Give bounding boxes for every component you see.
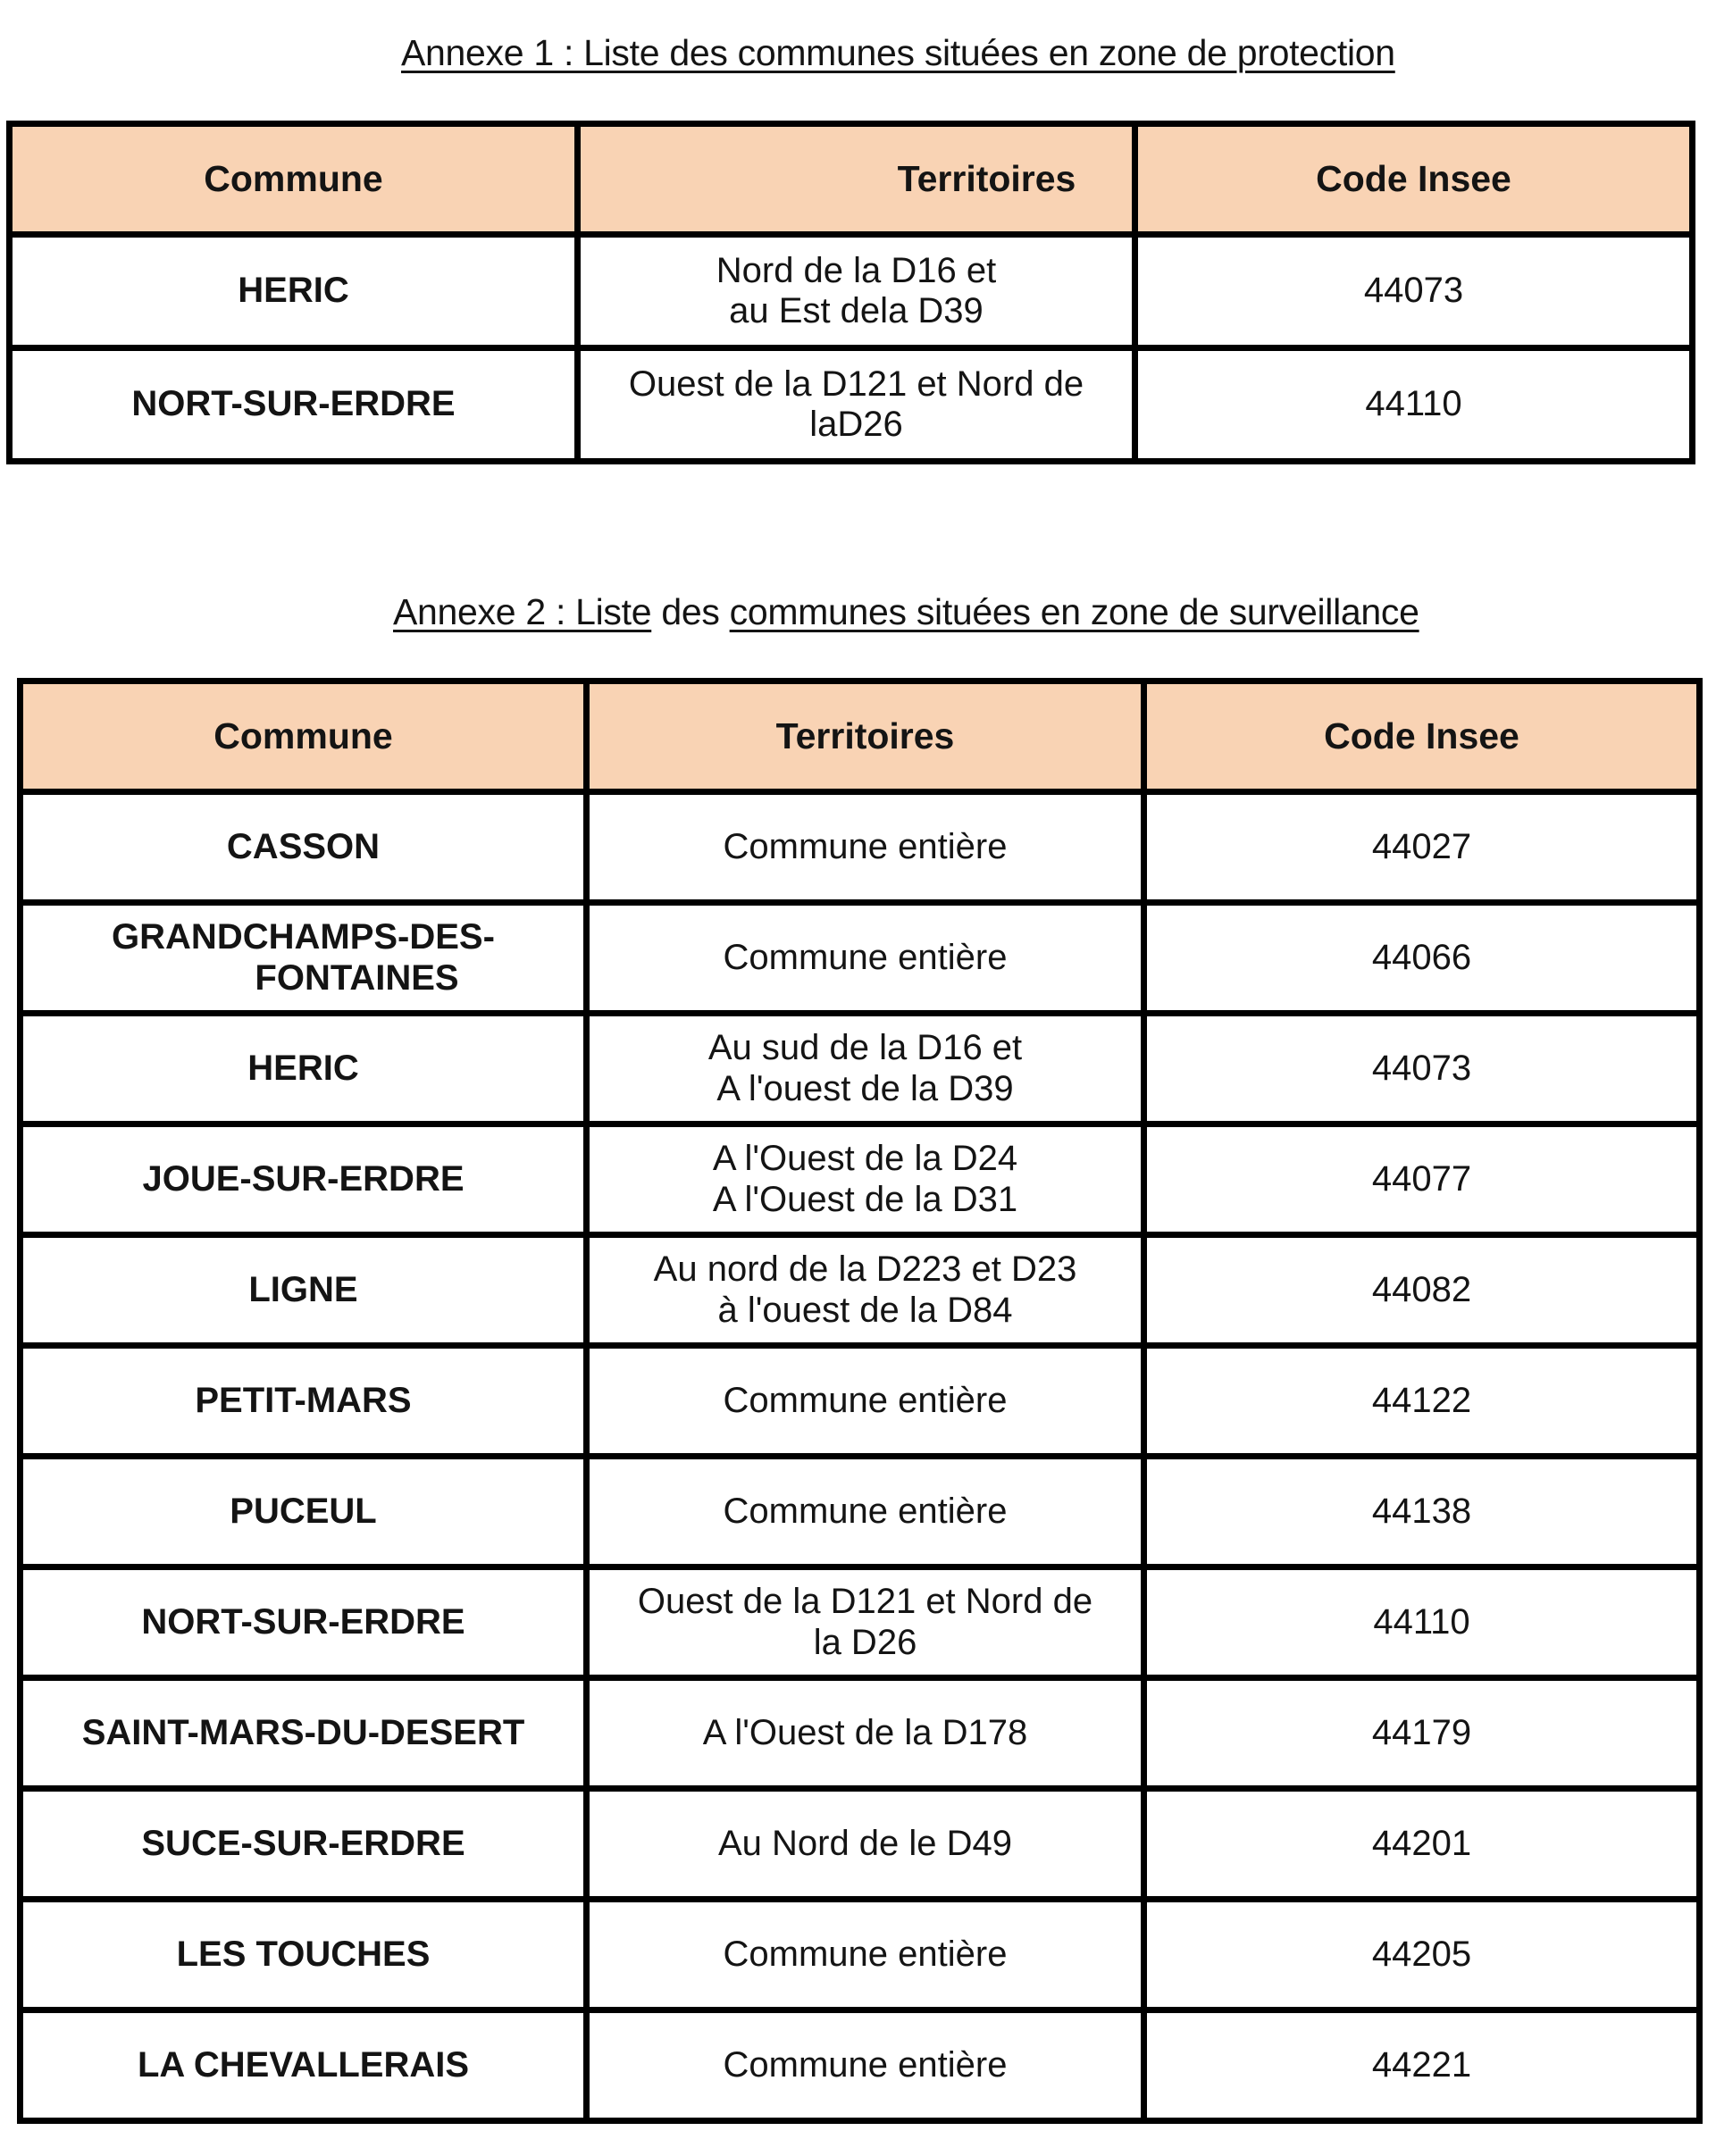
- territoires-line: Au Nord de le D49: [717, 1823, 1013, 1863]
- cell-territoires: [587, 1567, 1144, 1678]
- annexe-2-title: [393, 591, 1716, 633]
- table-row: [21, 1235, 1700, 1346]
- territoires-line: Commune entière: [723, 2044, 1008, 2085]
- cell-territoires: [587, 1124, 1144, 1235]
- table-row: [10, 235, 1693, 348]
- cell-code-insee: 44201: [1144, 1789, 1700, 1900]
- cell-code-insee: 44073: [1135, 235, 1693, 348]
- cell-commune: HERIC: [10, 235, 578, 348]
- cell-territoires: [587, 1678, 1144, 1789]
- cell-commune: [21, 1457, 587, 1567]
- territoires-line: Ouest de la D121 et Nord de: [637, 1582, 1093, 1622]
- header-territoires: Territoires: [587, 681, 1144, 792]
- header-territoires: Territoires: [578, 124, 1135, 235]
- cell-commune: [21, 1124, 587, 1235]
- commune-line: LIGNE: [248, 1269, 358, 1309]
- cell-code-insee: 44077: [1144, 1124, 1700, 1235]
- cell-territoires: [587, 1235, 1144, 1346]
- annexe-2-title-part-3: communes situées en zone de surveillance: [729, 591, 1419, 632]
- table-row: [21, 2010, 1700, 2121]
- table-row: [21, 792, 1700, 903]
- table-row: [21, 1900, 1700, 2010]
- commune-line: HERIC: [247, 1048, 359, 1088]
- territoires-line: Commune entière: [723, 1491, 1008, 1531]
- commune-line: PETIT-MARS: [195, 1380, 412, 1420]
- cell-code-insee: 44073: [1144, 1014, 1700, 1124]
- cell-commune: [21, 1346, 587, 1457]
- surveillance-table-body: [21, 792, 1700, 2121]
- commune-line: FONTAINES: [255, 957, 459, 998]
- commune-line: LA CHEVALLERAIS: [137, 2044, 470, 2085]
- commune-line: SAINT-MARS-DU-DESERT: [81, 1712, 525, 1752]
- table-row: [21, 1346, 1700, 1457]
- table-row: [21, 1014, 1700, 1124]
- header-code-insee: Code Insee: [1135, 124, 1693, 235]
- territoires-line: Ouest de la D121 et Nord de: [628, 364, 1084, 404]
- territoires-line: A l'Ouest de la D24: [712, 1139, 1018, 1179]
- cell-commune: NORT-SUR-ERDRE: [10, 348, 578, 462]
- commune-line: PUCEUL: [230, 1491, 377, 1531]
- commune-line: GRANDCHAMPS-DES-: [112, 917, 495, 957]
- cell-commune: [21, 1789, 587, 1900]
- header-code-insee: Code Insee: [1144, 681, 1700, 792]
- cell-code-insee: 44179: [1144, 1678, 1700, 1789]
- cell-territoires: [587, 1346, 1144, 1457]
- commune-line: CASSON: [226, 826, 381, 866]
- cell-territoires: [578, 235, 1135, 348]
- territoires-line: A l'ouest de la D39: [716, 1068, 1014, 1108]
- table-row: [10, 348, 1693, 462]
- commune-line: JOUE-SUR-ERDRE: [142, 1158, 465, 1199]
- table-row: [21, 1124, 1700, 1235]
- cell-territoires: [578, 348, 1135, 462]
- territoires-line: Au sud de la D16 et: [707, 1028, 1023, 1068]
- cell-code-insee: 44066: [1144, 903, 1700, 1014]
- cell-code-insee: 44082: [1144, 1235, 1700, 1346]
- protection-zone-table: [6, 121, 1695, 464]
- header-commune: Commune: [21, 681, 587, 792]
- cell-territoires: [587, 1457, 1144, 1567]
- territoires-line: au Est dela D39: [729, 291, 984, 330]
- cell-commune: [21, 1567, 587, 1678]
- annexe-1-title-text: Annexe 1 : Liste des communes situées en zone de protection: [401, 32, 1395, 73]
- annexe-1-title: [401, 32, 1716, 74]
- cell-code-insee: 44205: [1144, 1900, 1700, 2010]
- territoires-line: A l'Ouest de la D178: [702, 1712, 1028, 1752]
- surveillance-zone-table: [17, 678, 1703, 2124]
- territoires-line: à l'ouest de la D84: [717, 1290, 1013, 1330]
- territoires-line: Commune entière: [723, 826, 1008, 866]
- commune-line: SUCE-SUR-ERDRE: [141, 1823, 465, 1863]
- territoires-line: Commune entière: [723, 1380, 1008, 1420]
- territoires-line: Au nord de la D223 et D23: [653, 1249, 1077, 1290]
- territoires-line: Commune entière: [723, 1934, 1008, 1974]
- cell-territoires: [587, 1789, 1144, 1900]
- cell-territoires: [587, 1014, 1144, 1124]
- cell-code-insee: 44221: [1144, 2010, 1700, 2121]
- cell-commune: [21, 1900, 587, 2010]
- annexe-2-title-part-1: Annexe 2 : Liste: [393, 591, 652, 632]
- table-row: [21, 1789, 1700, 1900]
- header-commune: Commune: [10, 124, 578, 235]
- territoires-line: la D26: [813, 1622, 917, 1662]
- cell-code-insee: 44110: [1135, 348, 1693, 462]
- cell-territoires: [587, 1900, 1144, 2010]
- cell-commune: [21, 2010, 587, 2121]
- cell-code-insee: 44122: [1144, 1346, 1700, 1457]
- table-row: [21, 1678, 1700, 1789]
- table-header-row: [10, 124, 1693, 235]
- table-row: [21, 1457, 1700, 1567]
- cell-territoires: [587, 792, 1144, 903]
- cell-commune: [21, 1235, 587, 1346]
- table-row: [21, 1567, 1700, 1678]
- table-header-row: [21, 681, 1700, 792]
- commune-line: LES TOUCHES: [176, 1934, 431, 1974]
- cell-code-insee: 44138: [1144, 1457, 1700, 1567]
- cell-commune: [21, 792, 587, 903]
- territoires-line: Commune entière: [723, 937, 1008, 977]
- cell-commune: [21, 1014, 587, 1124]
- commune-line: NORT-SUR-ERDRE: [141, 1601, 465, 1642]
- cell-code-insee: 44110: [1144, 1567, 1700, 1678]
- cell-code-insee: 44027: [1144, 792, 1700, 903]
- territoires-line: laD26: [809, 405, 903, 444]
- territoires-line: Nord de la D16 et: [716, 250, 997, 290]
- annexe-2-title-part-2: des: [651, 591, 730, 632]
- cell-commune: [21, 1678, 587, 1789]
- territoires-line: A l'Ouest de la D31: [712, 1179, 1018, 1219]
- cell-commune: [21, 903, 587, 1014]
- cell-territoires: [587, 903, 1144, 1014]
- table-row: [21, 903, 1700, 1014]
- cell-territoires: [587, 2010, 1144, 2121]
